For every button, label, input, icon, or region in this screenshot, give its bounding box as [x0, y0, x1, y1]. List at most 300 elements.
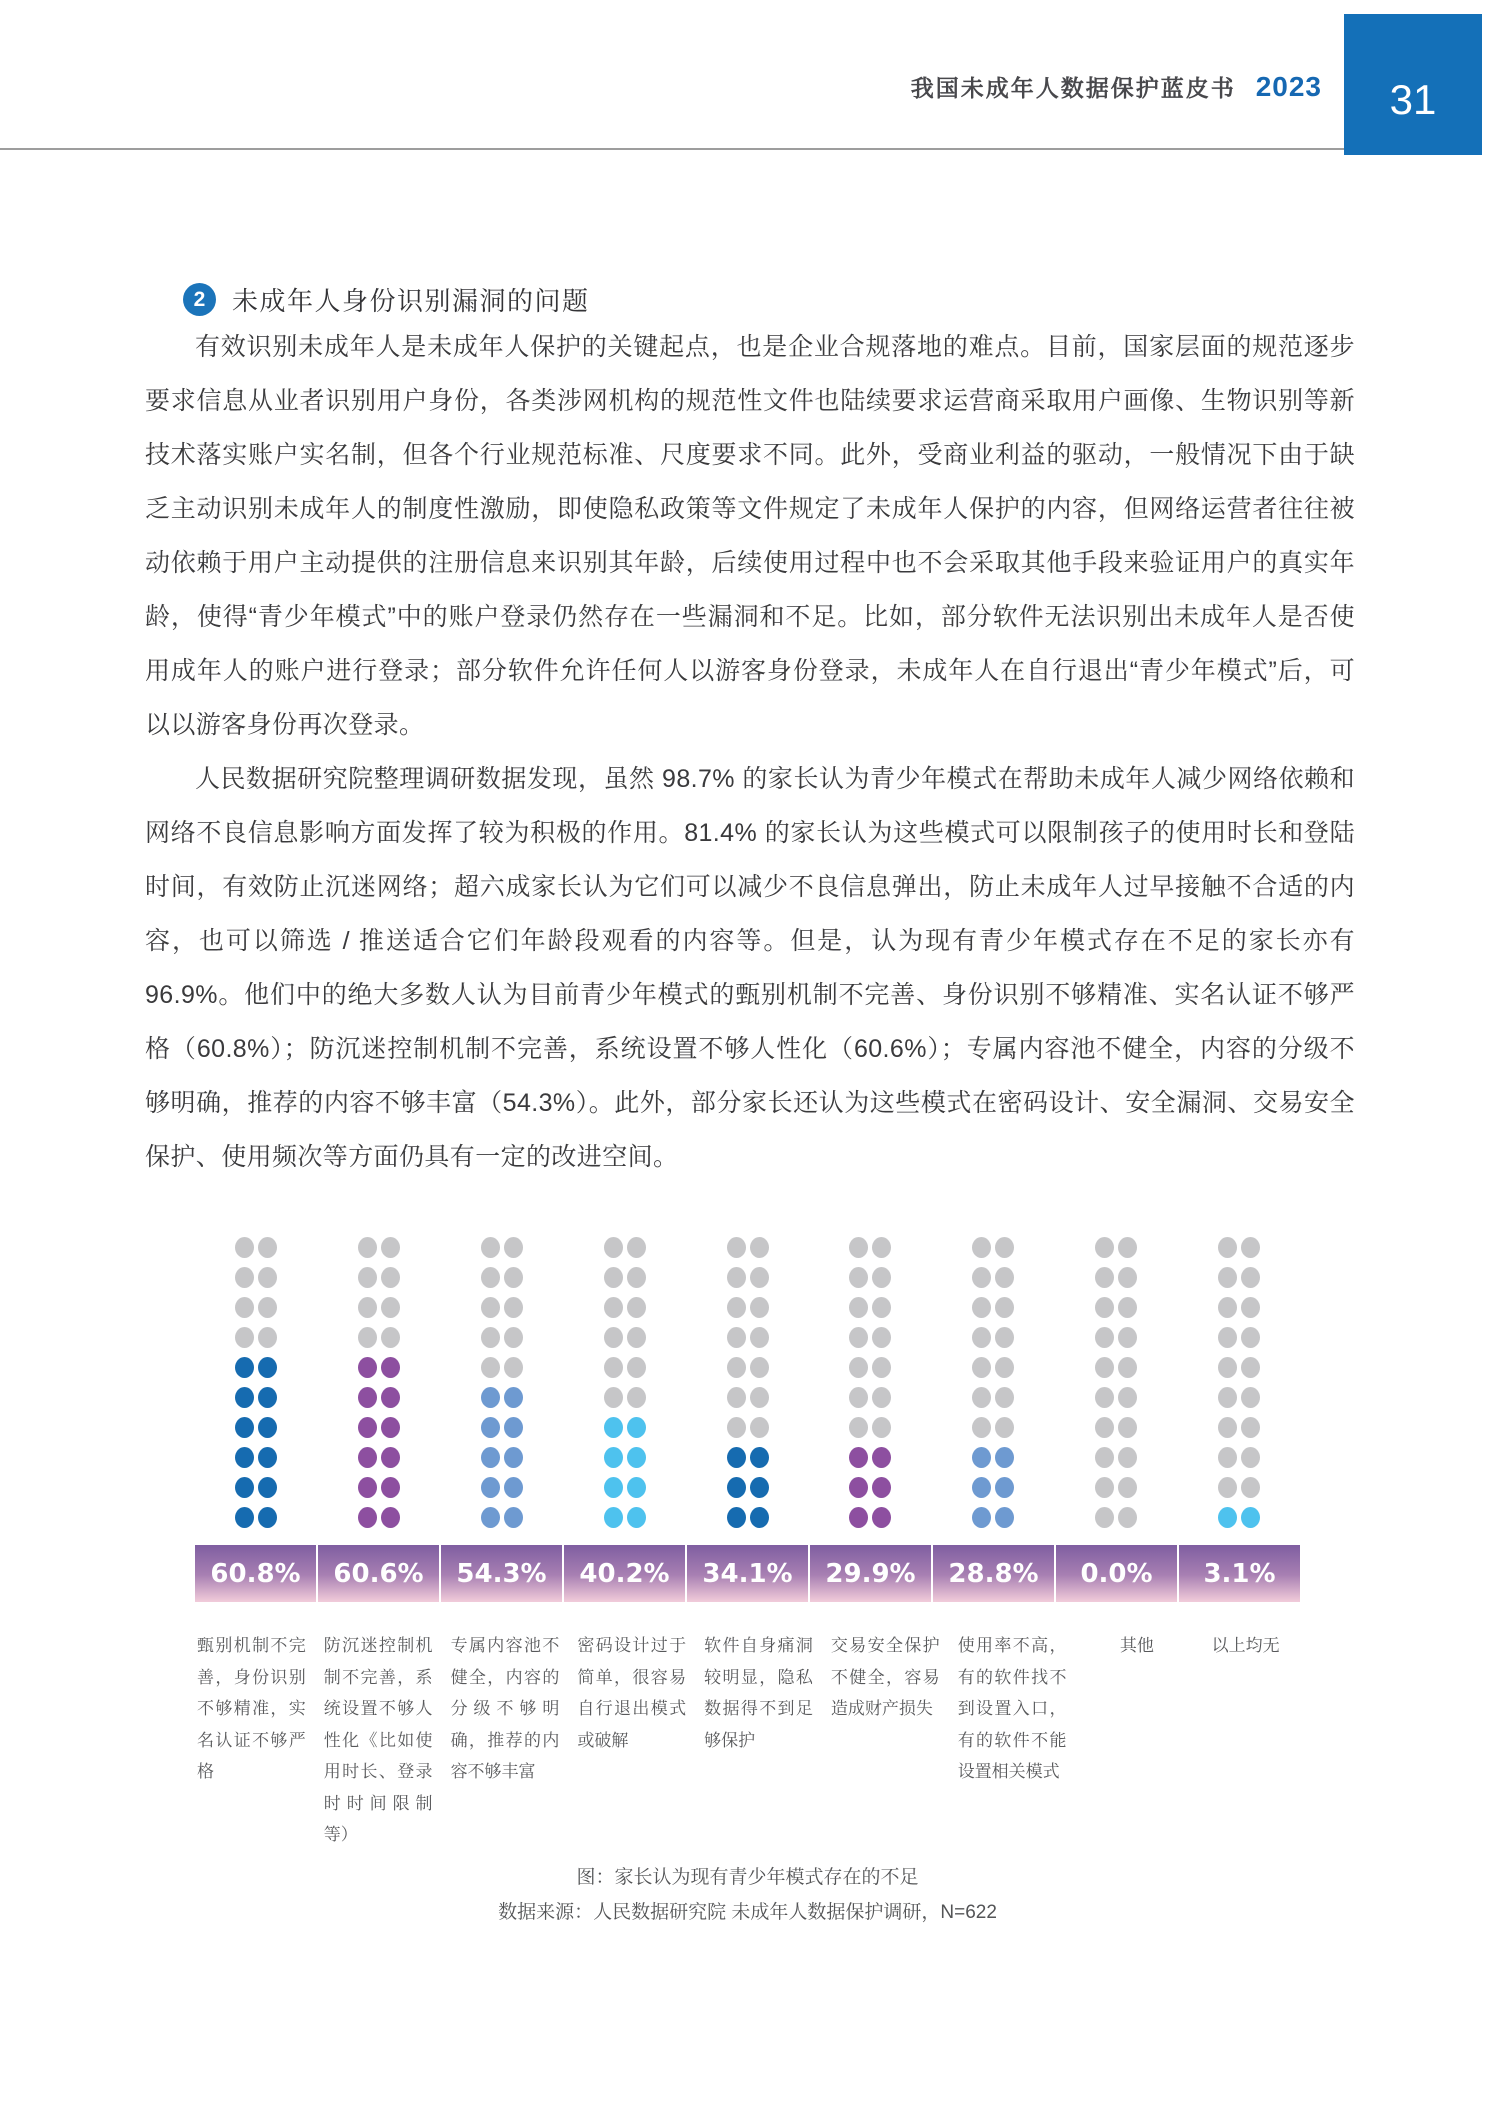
- dot-row: [235, 1357, 277, 1378]
- filled-dot: [381, 1417, 400, 1438]
- empty-dot: [872, 1237, 891, 1258]
- empty-dot: [235, 1237, 254, 1258]
- dot-row: [849, 1357, 891, 1378]
- filled-dot: [481, 1477, 500, 1498]
- empty-dot: [358, 1267, 377, 1288]
- dot-row: [1095, 1297, 1137, 1318]
- filled-dot: [872, 1507, 891, 1528]
- empty-dot: [627, 1297, 646, 1318]
- dot-row: [972, 1447, 1014, 1468]
- dot-row: [972, 1417, 1014, 1438]
- category-label: 甄别机制不完善，身份识别不够精准，实名认证不够严格: [197, 1636, 306, 1781]
- empty-dot: [972, 1387, 991, 1408]
- filled-dot: [849, 1447, 868, 1468]
- empty-dot: [1218, 1417, 1237, 1438]
- dot-row: [972, 1237, 1014, 1258]
- filled-dot: [504, 1507, 523, 1528]
- filled-dot: [972, 1507, 991, 1528]
- dot-row: [235, 1447, 277, 1468]
- dot-row: [481, 1477, 523, 1498]
- filled-dot: [750, 1477, 769, 1498]
- booklet-year: 2023: [1255, 71, 1322, 102]
- empty-dot: [1218, 1477, 1237, 1498]
- dot-row: [1218, 1297, 1260, 1318]
- filled-dot: [235, 1507, 254, 1528]
- dot-row: [727, 1327, 769, 1348]
- empty-dot: [381, 1327, 400, 1348]
- filled-dot: [235, 1447, 254, 1468]
- filled-dot: [358, 1357, 377, 1378]
- dot-column: [809, 1237, 932, 1528]
- filled-dot: [727, 1507, 746, 1528]
- empty-dot: [604, 1357, 623, 1378]
- percent-bar: [195, 1545, 1300, 1602]
- dot-row: [727, 1297, 769, 1318]
- filled-dot: [381, 1447, 400, 1468]
- filled-dot: [1218, 1507, 1237, 1528]
- dot-column: [1054, 1237, 1177, 1528]
- empty-dot: [972, 1417, 991, 1438]
- dot-row: [1218, 1357, 1260, 1378]
- empty-dot: [627, 1327, 646, 1348]
- empty-dot: [849, 1357, 868, 1378]
- percent-cell: 60.6%: [316, 1545, 439, 1602]
- category-label: 密码设计过于简单，很容易自行退出模式或破解: [577, 1636, 687, 1750]
- empty-dot: [1095, 1237, 1114, 1258]
- dot-row: [1095, 1417, 1137, 1438]
- empty-dot: [1095, 1507, 1114, 1528]
- empty-dot: [1241, 1447, 1260, 1468]
- dot-row: [358, 1507, 400, 1528]
- empty-dot: [258, 1327, 277, 1348]
- empty-dot: [604, 1297, 623, 1318]
- page-number: 31: [1389, 75, 1437, 123]
- dot-column: [932, 1237, 1055, 1528]
- category-label: 专属内容池不健全，内容的分级不够明确，推荐的内容不够丰富: [450, 1636, 560, 1781]
- filled-dot: [1241, 1507, 1260, 1528]
- empty-dot: [1095, 1447, 1114, 1468]
- dot-row: [235, 1507, 277, 1528]
- dot-row: [1218, 1237, 1260, 1258]
- dot-row: [727, 1267, 769, 1288]
- empty-dot: [504, 1267, 523, 1288]
- empty-dot: [1118, 1477, 1137, 1498]
- empty-dot: [258, 1237, 277, 1258]
- dot-row: [1218, 1267, 1260, 1288]
- empty-dot: [995, 1387, 1014, 1408]
- empty-dot: [1118, 1507, 1137, 1528]
- empty-dot: [995, 1417, 1014, 1438]
- dot-row: [727, 1507, 769, 1528]
- dot-row: [1095, 1477, 1137, 1498]
- dot-row: [1095, 1387, 1137, 1408]
- empty-dot: [1118, 1387, 1137, 1408]
- percent-cell: 60.8%: [210, 1558, 301, 1589]
- empty-dot: [849, 1237, 868, 1258]
- filled-dot: [872, 1447, 891, 1468]
- body-text: [145, 320, 1355, 1184]
- dot-row: [972, 1387, 1014, 1408]
- dot-row: [235, 1297, 277, 1318]
- dot-row: [481, 1507, 523, 1528]
- dot-row: [1218, 1447, 1260, 1468]
- dot-row: [849, 1387, 891, 1408]
- filled-dot: [258, 1507, 277, 1528]
- empty-dot: [1218, 1297, 1237, 1318]
- empty-dot: [604, 1267, 623, 1288]
- empty-dot: [727, 1417, 746, 1438]
- empty-dot: [727, 1297, 746, 1318]
- dot-row: [358, 1267, 400, 1288]
- empty-dot: [1095, 1477, 1114, 1498]
- empty-dot: [381, 1297, 400, 1318]
- category-labels: [195, 1630, 1300, 1852]
- empty-dot: [972, 1297, 991, 1318]
- dot-row: [1095, 1447, 1137, 1468]
- dot-row: [849, 1447, 891, 1468]
- dot-row: [481, 1357, 523, 1378]
- empty-dot: [358, 1237, 377, 1258]
- percent-cell: 29.9%: [808, 1545, 931, 1602]
- dot-row: [727, 1477, 769, 1498]
- dot-row: [604, 1447, 646, 1468]
- dot-row: [604, 1357, 646, 1378]
- percent-cell: 0.0%: [1054, 1545, 1177, 1602]
- empty-dot: [1241, 1237, 1260, 1258]
- empty-dot: [1241, 1387, 1260, 1408]
- filled-dot: [504, 1387, 523, 1408]
- dot-row: [358, 1237, 400, 1258]
- filled-dot: [727, 1477, 746, 1498]
- empty-dot: [627, 1387, 646, 1408]
- dot-row: [727, 1447, 769, 1468]
- filled-dot: [727, 1447, 746, 1468]
- empty-dot: [727, 1237, 746, 1258]
- dot-row: [604, 1327, 646, 1348]
- empty-dot: [872, 1327, 891, 1348]
- header-rule: [0, 148, 1344, 150]
- empty-dot: [235, 1267, 254, 1288]
- empty-dot: [972, 1237, 991, 1258]
- category-label: 其他: [1119, 1636, 1154, 1655]
- dot-row: [849, 1237, 891, 1258]
- empty-dot: [258, 1267, 277, 1288]
- percent-cell: 40.2%: [562, 1545, 685, 1602]
- paragraph: 人民数据研究院整理调研数据发现，虽然 98.7% 的家长认为青少年模式在帮助未成年人减少网络依赖和网络不良信息影响方面发挥了较为积极的作用。81.4% 的家长认为这些模式可以限制孩子的使用时长和登陆时间，有效防止沉迷网络；超六成家长认为它们可以减少不良信息弹出，防止未成年人过早接触不合适的内容，也可以筛选 / 推送适合它们年龄段观看的内容等。但是，认为现有青少年模式存在不足的家长亦有 96.9%。他们中的绝大多数人认为目前青少年模式的甄别机制不完善、身份识别不够精准、实名认证不够严格（60.8%）；防沉迷控制机制不完善，系统设置不够人性化（60.6%）；专属内容池不健全，内容的分级不够明确，推荐的内容不够丰富（54.3%）。此外，部分家长还认为这些模式在密码设计、安全漏洞、交易安全保护、使用频次等方面仍具有一定的改进空间。: [145, 765, 1355, 1171]
- dot-row: [972, 1297, 1014, 1318]
- dot-row: [481, 1267, 523, 1288]
- dot-row: [727, 1237, 769, 1258]
- empty-dot: [1241, 1297, 1260, 1318]
- filled-dot: [995, 1447, 1014, 1468]
- section-number-badge: 2: [183, 283, 216, 316]
- empty-dot: [872, 1357, 891, 1378]
- empty-dot: [1218, 1237, 1237, 1258]
- empty-dot: [504, 1237, 523, 1258]
- dot-row: [727, 1417, 769, 1438]
- dot-row: [1095, 1267, 1137, 1288]
- empty-dot: [972, 1327, 991, 1348]
- empty-dot: [381, 1237, 400, 1258]
- filled-dot: [504, 1477, 523, 1498]
- empty-dot: [995, 1327, 1014, 1348]
- dot-row: [849, 1267, 891, 1288]
- dot-row: [972, 1477, 1014, 1498]
- dot-row: [1095, 1327, 1137, 1348]
- dot-row: [235, 1387, 277, 1408]
- filled-dot: [358, 1387, 377, 1408]
- empty-dot: [872, 1267, 891, 1288]
- empty-dot: [627, 1267, 646, 1288]
- empty-dot: [849, 1327, 868, 1348]
- dot-row: [1095, 1237, 1137, 1258]
- empty-dot: [727, 1357, 746, 1378]
- empty-dot: [750, 1387, 769, 1408]
- filled-dot: [604, 1477, 623, 1498]
- filled-dot: [258, 1387, 277, 1408]
- dot-row: [481, 1297, 523, 1318]
- empty-dot: [995, 1267, 1014, 1288]
- empty-dot: [1241, 1417, 1260, 1438]
- dot-column: [686, 1237, 809, 1528]
- dot-row: [481, 1327, 523, 1348]
- filled-dot: [381, 1507, 400, 1528]
- empty-dot: [849, 1267, 868, 1288]
- empty-dot: [481, 1237, 500, 1258]
- filled-dot: [481, 1387, 500, 1408]
- empty-dot: [1218, 1357, 1237, 1378]
- paragraph: 有效识别未成年人是未成年人保护的关键起点，也是企业合规落地的难点。目前，国家层面的规范逐步要求信息从业者识别用户身份，各类涉网机构的规范性文件也陆续要求运营商采取用户画像、生物识别等新技术落实账户实名制，但各个行业规范标准、尺度要求不同。此外，受商业利益的驱动，一般情况下由于缺乏主动识别未成年人的制度性激励，即使隐私政策等文件规定了未成年人保护的内容，但网络运营者往往被动依赖于用户主动提供的注册信息来识别其年龄，后续使用过程中也不会采取其他手段来验证用户的真实年龄，使得“青少年模式”中的账户登录仍然存在一些漏洞和不足。比如，部分软件无法识别出未成年人是否使用成年人的账户进行登录；部分软件允许任何人以游客身份登录，未成年人在自行退出“青少年模式”后，可以以游客身份再次登录。: [145, 333, 1355, 739]
- dot-row: [972, 1357, 1014, 1378]
- dot-column: [441, 1237, 564, 1528]
- dot-matrix-chart: [195, 1237, 1300, 1930]
- filled-dot: [604, 1417, 623, 1438]
- empty-dot: [1118, 1447, 1137, 1468]
- section-title: 未成年人身份识别漏洞的问题: [232, 286, 590, 316]
- dot-row: [358, 1447, 400, 1468]
- empty-dot: [1218, 1447, 1237, 1468]
- empty-dot: [849, 1297, 868, 1318]
- filled-dot: [381, 1357, 400, 1378]
- empty-dot: [849, 1387, 868, 1408]
- dot-row: [1218, 1417, 1260, 1438]
- empty-dot: [1218, 1387, 1237, 1408]
- percent-cell: 3.1%: [1177, 1545, 1300, 1602]
- filled-dot: [358, 1507, 377, 1528]
- filled-dot: [995, 1507, 1014, 1528]
- dot-row: [358, 1417, 400, 1438]
- filled-dot: [627, 1507, 646, 1528]
- empty-dot: [1095, 1417, 1114, 1438]
- empty-dot: [872, 1297, 891, 1318]
- dot-row: [972, 1327, 1014, 1348]
- empty-dot: [627, 1237, 646, 1258]
- dot-row: [849, 1477, 891, 1498]
- filled-dot: [235, 1417, 254, 1438]
- filled-dot: [627, 1417, 646, 1438]
- empty-dot: [604, 1237, 623, 1258]
- dot-row: [972, 1267, 1014, 1288]
- dot-row: [235, 1417, 277, 1438]
- dot-row: [604, 1297, 646, 1318]
- dot-row: [481, 1237, 523, 1258]
- filled-dot: [627, 1447, 646, 1468]
- filled-dot: [258, 1447, 277, 1468]
- empty-dot: [604, 1387, 623, 1408]
- booklet-title: 我国未成年人数据保护蓝皮书: [910, 75, 1236, 101]
- empty-dot: [972, 1357, 991, 1378]
- filled-dot: [849, 1507, 868, 1528]
- empty-dot: [481, 1267, 500, 1288]
- empty-dot: [750, 1357, 769, 1378]
- filled-dot: [604, 1507, 623, 1528]
- filled-dot: [358, 1447, 377, 1468]
- dot-row: [481, 1417, 523, 1438]
- empty-dot: [1095, 1267, 1114, 1288]
- dot-row: [1218, 1387, 1260, 1408]
- filled-dot: [381, 1477, 400, 1498]
- dot-row: [1095, 1507, 1137, 1528]
- dot-row: [235, 1327, 277, 1348]
- empty-dot: [750, 1297, 769, 1318]
- filled-dot: [750, 1507, 769, 1528]
- dot-column: [1177, 1237, 1300, 1528]
- dot-row: [727, 1387, 769, 1408]
- empty-dot: [481, 1357, 500, 1378]
- dot-row: [235, 1477, 277, 1498]
- empty-dot: [1095, 1297, 1114, 1318]
- dot-grid: [195, 1237, 1300, 1528]
- dot-row: [235, 1237, 277, 1258]
- dot-column: [563, 1237, 686, 1528]
- category-label: 使用率不高，有的软件找不到设置入口，有的软件不能设置相关模式: [957, 1636, 1067, 1781]
- filled-dot: [995, 1477, 1014, 1498]
- empty-dot: [1095, 1327, 1114, 1348]
- category-label: 以上均无: [1211, 1636, 1280, 1655]
- header-title-block: [911, 70, 1322, 103]
- filled-dot: [235, 1477, 254, 1498]
- dot-row: [604, 1267, 646, 1288]
- empty-dot: [750, 1267, 769, 1288]
- dot-row: [481, 1387, 523, 1408]
- chart-source: 数据来源：人民数据研究院 未成年人数据保护调研，N=622: [498, 1902, 997, 1923]
- empty-dot: [1241, 1357, 1260, 1378]
- empty-dot: [750, 1327, 769, 1348]
- filled-dot: [872, 1477, 891, 1498]
- dot-row: [972, 1507, 1014, 1528]
- empty-dot: [504, 1327, 523, 1348]
- category-label: 防沉迷控制机制不完善，系统设置不够人性化《比如使用时长、登录时时间限制等）: [323, 1636, 433, 1844]
- filled-dot: [235, 1357, 254, 1378]
- empty-dot: [504, 1297, 523, 1318]
- filled-dot: [750, 1447, 769, 1468]
- empty-dot: [872, 1417, 891, 1438]
- empty-dot: [1118, 1417, 1137, 1438]
- empty-dot: [727, 1387, 746, 1408]
- empty-dot: [727, 1327, 746, 1348]
- filled-dot: [481, 1507, 500, 1528]
- filled-dot: [481, 1447, 500, 1468]
- empty-dot: [972, 1267, 991, 1288]
- dot-row: [604, 1417, 646, 1438]
- dot-row: [604, 1507, 646, 1528]
- dot-row: [358, 1477, 400, 1498]
- empty-dot: [381, 1267, 400, 1288]
- empty-dot: [627, 1357, 646, 1378]
- empty-dot: [995, 1237, 1014, 1258]
- empty-dot: [481, 1297, 500, 1318]
- empty-dot: [1118, 1357, 1137, 1378]
- filled-dot: [972, 1477, 991, 1498]
- empty-dot: [872, 1387, 891, 1408]
- dot-row: [358, 1327, 400, 1348]
- filled-dot: [849, 1477, 868, 1498]
- dot-row: [481, 1447, 523, 1468]
- empty-dot: [258, 1297, 277, 1318]
- filled-dot: [258, 1417, 277, 1438]
- empty-dot: [1118, 1237, 1137, 1258]
- filled-dot: [235, 1387, 254, 1408]
- empty-dot: [1218, 1267, 1237, 1288]
- dot-row: [727, 1357, 769, 1378]
- empty-dot: [1241, 1327, 1260, 1348]
- empty-dot: [1095, 1357, 1114, 1378]
- dot-row: [1095, 1357, 1137, 1378]
- empty-dot: [504, 1357, 523, 1378]
- filled-dot: [358, 1417, 377, 1438]
- page-number-box: [1344, 14, 1482, 155]
- filled-dot: [972, 1447, 991, 1468]
- empty-dot: [995, 1297, 1014, 1318]
- dot-row: [849, 1327, 891, 1348]
- filled-dot: [504, 1447, 523, 1468]
- dot-row: [358, 1297, 400, 1318]
- empty-dot: [849, 1417, 868, 1438]
- empty-dot: [358, 1327, 377, 1348]
- empty-dot: [1218, 1327, 1237, 1348]
- dot-row: [604, 1237, 646, 1258]
- dot-row: [358, 1387, 400, 1408]
- section-heading: [183, 281, 590, 318]
- dot-row: [849, 1507, 891, 1528]
- empty-dot: [1118, 1297, 1137, 1318]
- percent-cell: 28.8%: [931, 1545, 1054, 1602]
- dot-column: [195, 1237, 318, 1528]
- filled-dot: [604, 1447, 623, 1468]
- empty-dot: [1241, 1477, 1260, 1498]
- empty-dot: [1241, 1267, 1260, 1288]
- dot-row: [849, 1417, 891, 1438]
- filled-dot: [627, 1477, 646, 1498]
- dot-row: [604, 1477, 646, 1498]
- dot-row: [1218, 1327, 1260, 1348]
- category-label: 软件自身痛洞较明显，隐私数据得不到足够保护: [704, 1636, 813, 1750]
- dot-row: [604, 1387, 646, 1408]
- empty-dot: [750, 1237, 769, 1258]
- empty-dot: [358, 1297, 377, 1318]
- empty-dot: [995, 1357, 1014, 1378]
- empty-dot: [235, 1297, 254, 1318]
- chart-caption: 图：家长认为现有青少年模式存在的不足: [576, 1867, 919, 1888]
- percent-cell: 54.3%: [439, 1545, 562, 1602]
- dot-row: [358, 1357, 400, 1378]
- filled-dot: [381, 1387, 400, 1408]
- empty-dot: [1118, 1327, 1137, 1348]
- dot-row: [1218, 1507, 1260, 1528]
- filled-dot: [504, 1417, 523, 1438]
- filled-dot: [481, 1417, 500, 1438]
- empty-dot: [235, 1327, 254, 1348]
